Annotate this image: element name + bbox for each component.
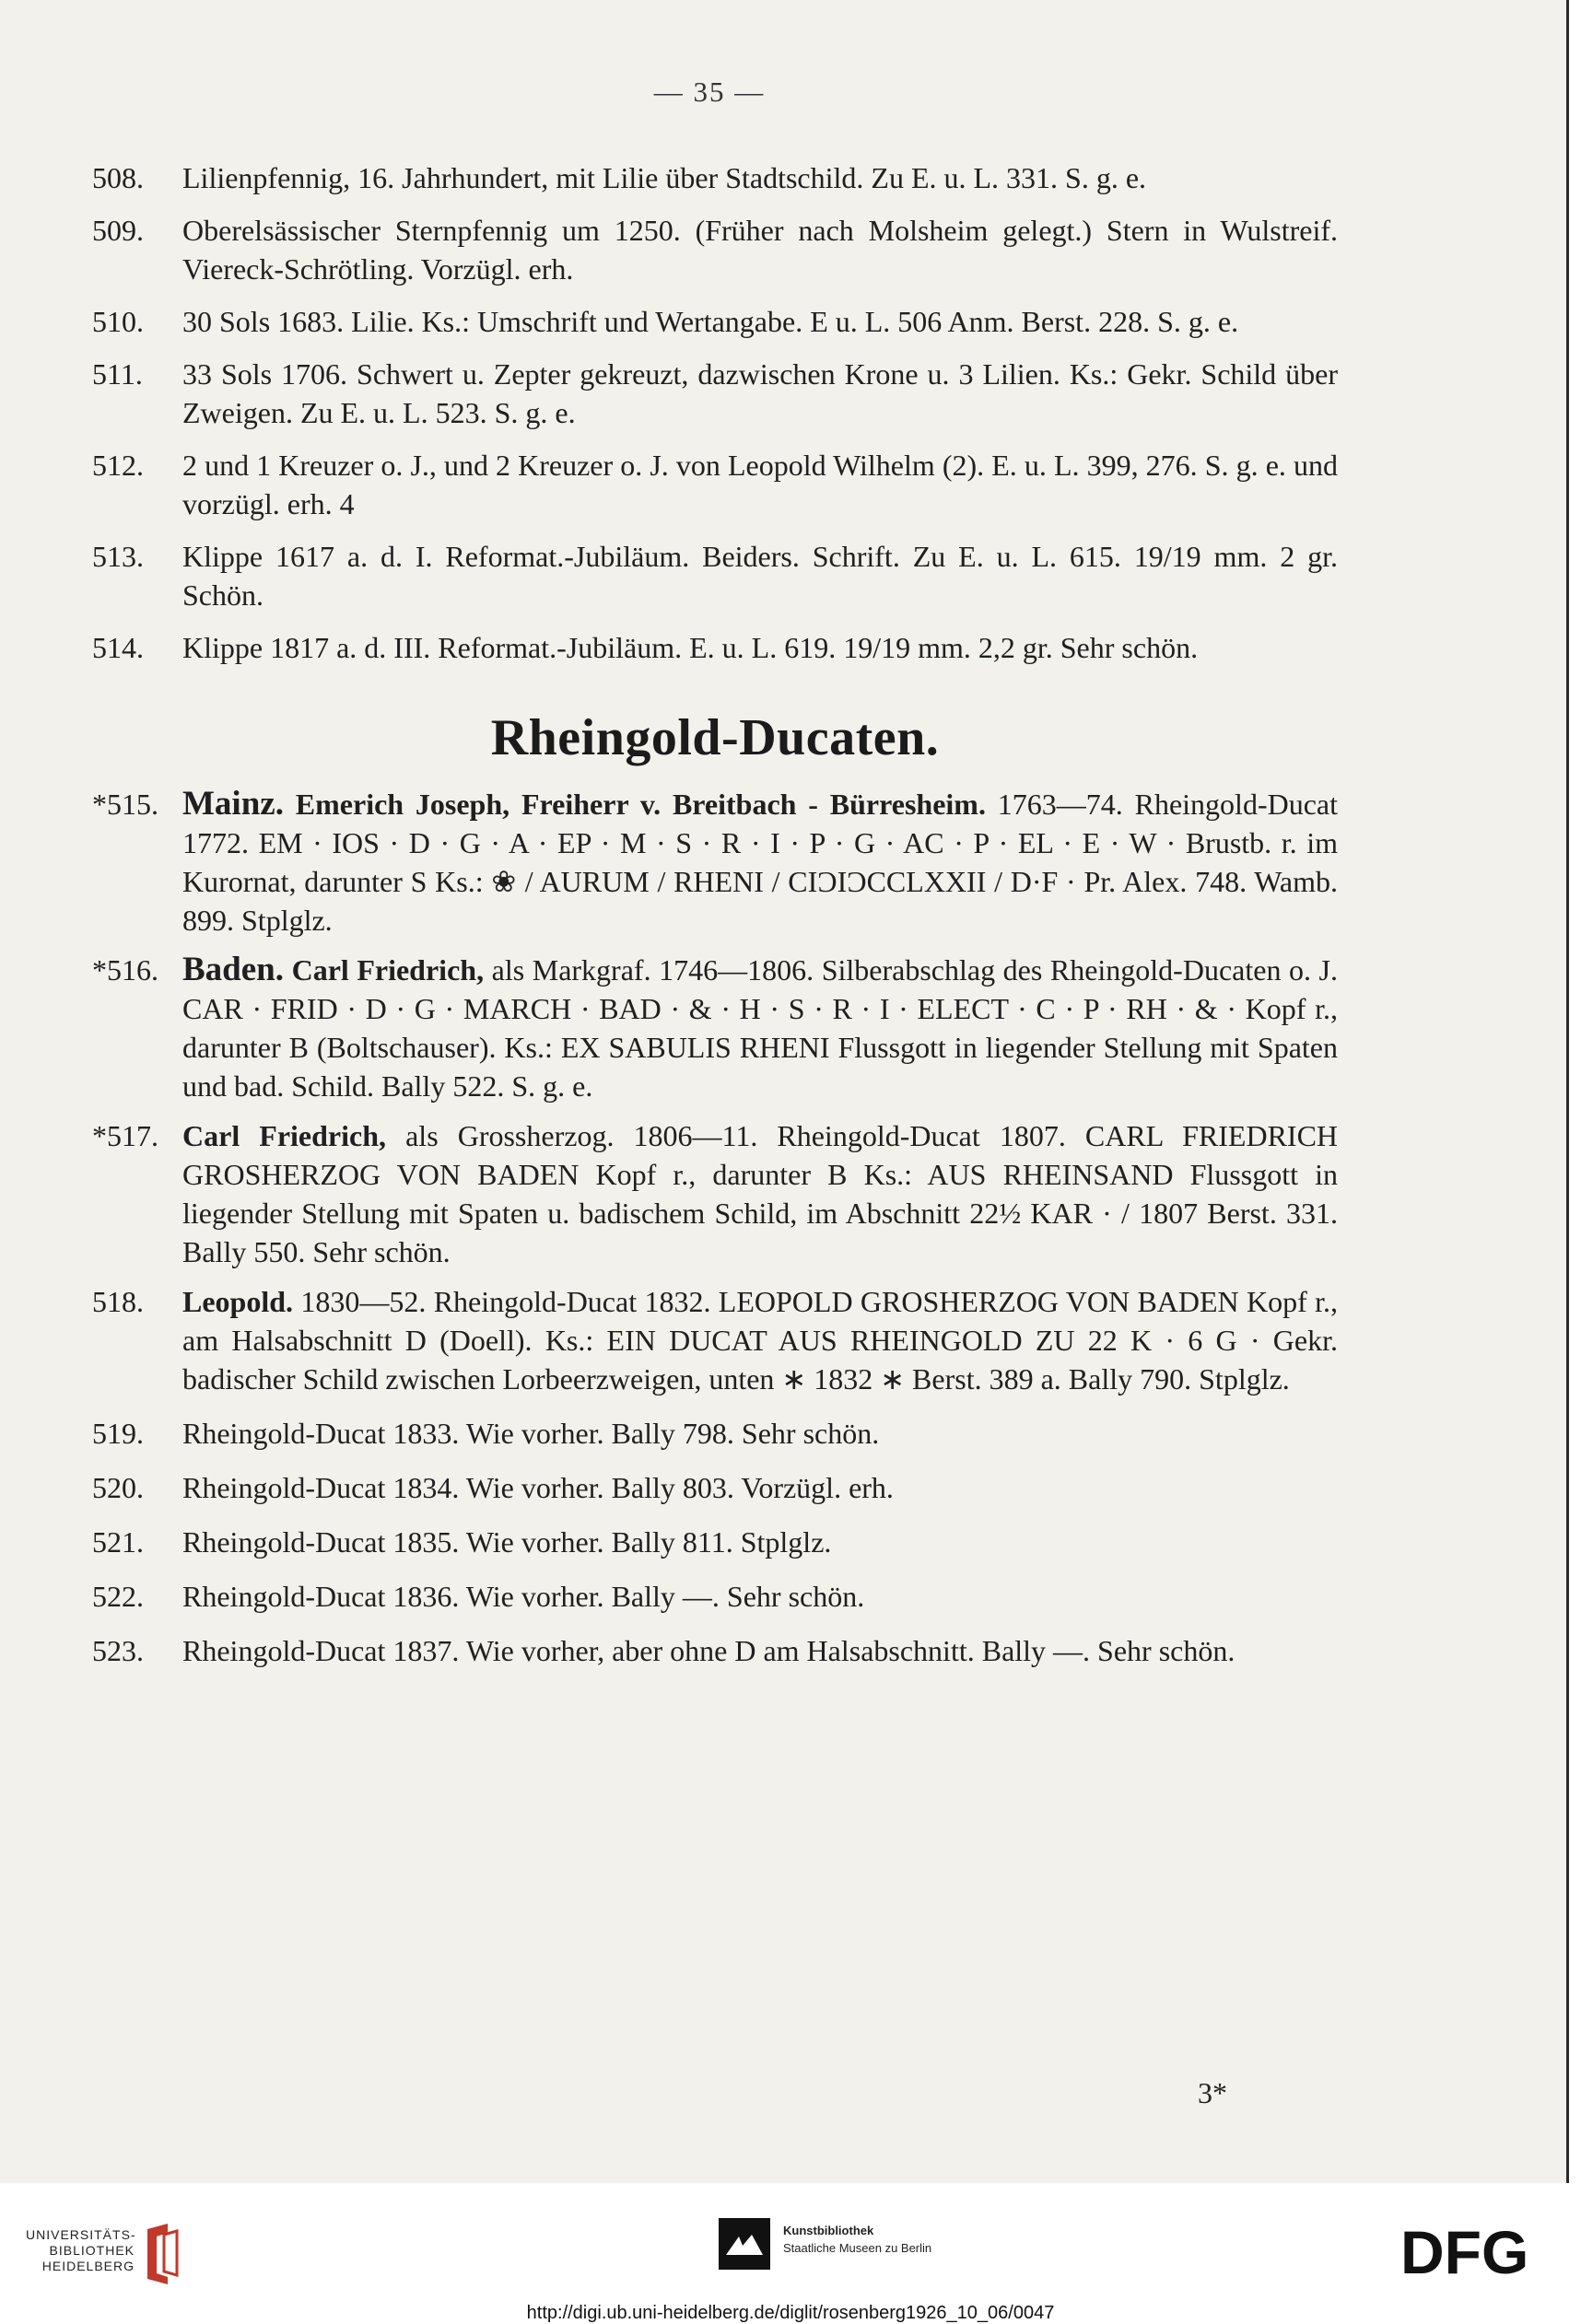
footer-bar [0,2185,1581,2323]
entry-number: 523. [92,1634,144,1667]
entry-number: 512. [92,449,144,482]
ub-line: BIBLIOTHEK [49,2243,135,2258]
entry-number: 508. [92,161,144,194]
ub-line: HEIDELBERG [41,2259,135,2273]
entry-number: 510. [92,305,144,338]
entry-text: 30 Sols 1683. Lilie. Ks.: Umschrift und Wertangabe. E u. L. 506 Anm. Berst. 228. S. g. e. [182,305,1239,338]
entry-text: 1830—52. Rheingold-Ducat 1832. LEOPOLD GROSHERZOG VON BADEN Kopf r., am Halsabschnitt D (Doell). Ks.: EIN DUCAT AUS RHEINGOLD ZU 22 K · 6 G · Gekr. badischer Schild zwischen Lorbeerzweigen, unten ∗ 1832 ∗ Berst. 389 a. Bally 790. Stplglz. [182,1285,1339,1396]
catalog-entry-508 [92,158,1338,197]
catalog-entry-514 [92,628,1338,667]
catalog-entry-511 [92,355,1338,432]
entry-text: als Markgraf. 1746—1806. Silberabschlag des Rheingold-Ducaten o. J. CAR · FRID · D · G · MARCH · BAD · & · H · S · R · I · ELECT · C · P · RH · & · Kopf r., darunter B (Boltschauser). Ks.: EX SABULIS RHENI Flussgott in liegender Stellung mit Spaten und bad. Schild. Bally 522. S. g. e. [182,953,1339,1103]
entry-text: Rheingold-Ducat 1834. Wie vorher. Bally 803. Vorzügl. erh. [182,1471,894,1504]
entry-number: 521. [92,1525,144,1559]
entry-ruler: Emerich Joseph, Freiherr v. Breitbach - Bürresheim. [295,788,986,821]
entry-number: 519. [92,1417,144,1450]
catalog-entry-519 [92,1414,1338,1453]
section-heading: Rheingold-Ducaten. [490,709,940,766]
entry-text: Rheingold-Ducat 1833. Wie vorher. Bally 798. Sehr schön. [182,1417,880,1450]
entry-text: Rheingold-Ducat 1837. Wie vorher, aber ohne D am Halsabschnitt. Bally —. Sehr schön. [182,1634,1236,1667]
ub-logo-text[interactable] [26,2227,135,2274]
catalog-entry-517 [92,1116,1338,1271]
catalog-entry-521 [92,1523,1338,1561]
entry-text: 2 und 1 Kreuzer o. J., und 2 Kreuzer o. J. von Leopold Wilhelm (2). E. u. L. 399, 276. S. g. e. und vorzügl. erh. 4 [182,449,1338,520]
page-url-link[interactable]: http://digi.ub.uni-heidelberg.de/diglit/rosenberg1926_10_06/0047 [526,2303,1055,2323]
entry-ruler: Leopold. [182,1285,294,1318]
catalog-entry-512 [92,446,1338,523]
entry-lead: Baden. [182,951,285,988]
entry-text: Rheingold-Ducat 1835. Wie vorher. Bally 811. Stplglz. [182,1525,832,1559]
catalog-entry-513 [92,537,1338,614]
entry-number: *517. [92,1119,158,1152]
entry-number: 522. [92,1580,144,1613]
entry-number: 514. [92,631,144,664]
ub-logo-icon[interactable] [140,2222,186,2286]
entry-number: *515. [92,788,158,821]
catalog-entry-515 [92,785,1338,940]
entry-number: *516. [92,953,158,987]
entry-text: Rheingold-Ducat 1836. Wie vorher. Bally —. Sehr schön. [182,1580,865,1613]
entry-number: 520. [92,1471,144,1504]
dfg-logo-icon[interactable] [1400,2220,1557,2284]
catalog-entry-520 [92,1468,1338,1507]
entry-lead: Mainz. [182,785,284,823]
kb-line-1: Kunstbibliothek [783,2224,874,2237]
ub-line: UNIVERSITÄTS- [26,2227,136,2242]
entry-text: Klippe 1617 a. d. I. Reformat.-Jubiläum. Beiders. Schrift. Zu E. u. L. 615. 19/19 mm. 2 gr. Schön. [182,540,1338,612]
entry-text: 1763—74. Rheingold-Ducat 1772. EM · IOS · D · G · A · EP · M · S · R · I · P · G · AC · P · EL · E · W · Brustb. r. im Kurornat, darunter S Ks.: ❀ / AURUM / RHENI / CIƆIƆCCLXXII / D·F · Pr. Alex. 748. Wamb. 899. Stplglz. [182,788,1339,937]
kunstbibliothek-label[interactable] [783,2222,931,2257]
catalog-entry-522 [92,1577,1338,1616]
signature-mark: 3* [1198,2076,1227,2109]
entry-number: 518. [92,1285,144,1318]
catalog-entry-518 [92,1282,1338,1398]
entry-text: als Grossherzog. 1806—11. Rheingold-Ducat 1807. CARL FRIEDRICH GROSHERZOG VON BADEN Kopf r., darunter B Ks.: AUS RHEINSAND Flussgott in liegender Stellung mit Spaten u. badischem Schild, im Abschnitt 22½ KAR · / 1807 Berst. 331. Bally 550. Sehr schön. [182,1119,1339,1268]
entry-number: 511. [92,357,143,391]
catalog-entry-516 [92,951,1338,1105]
entry-text: 33 Sols 1706. Schwert u. Zepter gekreuzt, dazwischen Krone u. 3 Lilien. Ks.: Gekr. Schild über Zweigen. Zu E. u. L. 523. S. g. e. [182,357,1338,429]
entry-number: 509. [92,214,144,247]
entry-text: Oberelsässischer Sternpfennig um 1250. (Früher nach Molsheim gelegt.) Stern in Wulstreif. Viereck-Schrötling. Vorzügl. erh. [182,214,1338,286]
catalog-entry-510 [92,302,1338,341]
entry-number: 513. [92,540,144,573]
catalog-entry-509 [92,211,1338,288]
kb-line-2: Staatliche Museen zu Berlin [783,2241,932,2255]
entry-ruler: Carl Friedrich, [291,953,485,987]
entry-text: Lilienpfennig, 16. Jahrhundert, mit Lilie über Stadtschild. Zu E. u. L. 331. S. g. e. [182,161,1147,194]
catalog-entry-523 [92,1631,1338,1670]
kunstbibliothek-logo-icon[interactable] [719,2218,770,2270]
page-number: — 35 — [653,76,766,108]
entry-ruler: Carl Friedrich, [182,1119,387,1152]
dfg-logo-text: DFG [1400,2220,1529,2284]
entry-text: Klippe 1817 a. d. III. Reformat.-Jubiläum. E. u. L. 619. 19/19 mm. 2,2 gr. Sehr schön. [182,631,1199,664]
catalog-entries [92,158,1338,1686]
